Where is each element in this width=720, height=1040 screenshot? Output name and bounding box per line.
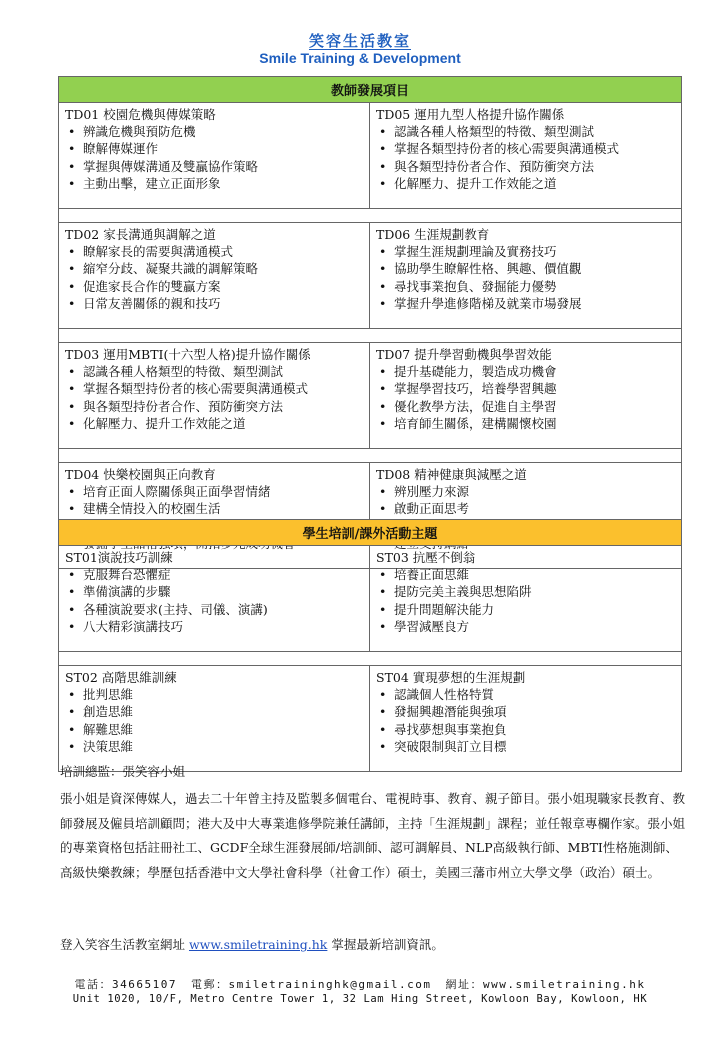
director-bio	[60, 763, 686, 885]
course-item-list	[65, 123, 363, 192]
course-row	[59, 103, 682, 209]
course-item-list	[65, 243, 363, 312]
row-gap	[59, 652, 682, 666]
course-title: TD01 校園危機與傳媒策略	[65, 107, 216, 122]
course-title: TD07 提升學習動機與學習效能	[376, 347, 552, 362]
course-item: • 解難思維	[65, 721, 363, 738]
course-item: • 瞭解傳媒運作	[65, 140, 363, 157]
course-item-list	[376, 123, 675, 192]
page-header	[0, 32, 720, 67]
row-gap	[59, 209, 682, 223]
course-cell	[59, 546, 370, 652]
course-item: • 建構全情投入的校園生活	[65, 500, 363, 517]
website-link[interactable]: www.smiletraining.hk	[188, 937, 328, 952]
course-item: • 啟動正面思考	[376, 500, 675, 517]
website-call-to-action	[60, 936, 444, 954]
course-cell	[59, 223, 370, 329]
course-cell	[370, 223, 682, 329]
course-title: ST03 抗壓不倒翁	[376, 550, 476, 565]
course-cell	[59, 103, 370, 209]
course-title: TD04 快樂校園與正向教育	[65, 467, 216, 482]
course-row	[59, 666, 682, 772]
course-item: • 掌握生涯規劃理論及實務技巧	[376, 243, 675, 260]
course-item-list	[65, 686, 363, 755]
course-item: • 與各類型持份者合作、預防衝突方法	[376, 158, 675, 175]
course-cell	[370, 103, 682, 209]
course-item: • 掌握升學進修階梯及就業市場發展	[376, 295, 675, 312]
course-item: • 準備演講的步驟	[65, 583, 363, 600]
footer-address: Unit 1020, 10/F, Metro Centre Tower 1, 32 Lam Hing Street, Kowloon Bay, Kowloon, HK	[72, 993, 648, 1005]
teacher-development-table	[58, 76, 682, 569]
course-item: • 培育正面人際關係與正面學習情緒	[65, 483, 363, 500]
bio-paragraph: 張小姐是資深傳媒人，過去二十年曾主持及監製多個電台、電視時事、教育、親子節目。張小姐現職家長教育、教師發展及僱員培訓顧問；港大及中大專業進修學院兼任講師，主持「生涯規劃」課程；並任報章專欄作家。張小姐的專業資格包括註冊社工、GCDF全球生涯發展師/培訓師、認可調解員、NLP高級執行師、MBTI性格施測師、高級快樂教練；學歷包括香港中文大學社會科學（社會工作）碩士，美國三藩市州立大學文學（政治）碩士。	[60, 791, 686, 880]
course-item: • 發掘興趣潛能與強項	[376, 703, 675, 720]
course-item: • 協助學生瞭解性格、興趣、價值觀	[376, 260, 675, 277]
course-item-list	[376, 566, 675, 635]
course-item: • 主動出擊，建立正面形象	[65, 175, 363, 192]
course-item: • 化解壓力、提升工作效能之道	[65, 415, 363, 432]
cta-text-before: 登入笑容生活教室網址	[60, 937, 189, 952]
course-item: • 批判思維	[65, 686, 363, 703]
brand-title-english: Smile Training & Development	[259, 50, 461, 66]
course-item-list	[376, 363, 675, 432]
course-item: • 認識各種人格類型的特徵、類型測試	[376, 123, 675, 140]
teacher-section-heading: 教師發展項目	[59, 77, 682, 103]
course-item: • 培養正面思維	[376, 566, 675, 583]
course-item-list	[376, 243, 675, 312]
course-item: • 掌握學習技巧，培養學習興趣	[376, 380, 675, 397]
course-cell	[370, 666, 682, 772]
row-gap	[59, 329, 682, 343]
brand-title-chinese: 笑容生活教室	[308, 32, 411, 50]
course-title: TD05 運用九型人格提升協作關係	[376, 107, 565, 122]
course-item: • 突破限制與訂立目標	[376, 738, 675, 755]
course-item: • 八大精彩演講技巧	[65, 618, 363, 635]
course-title: TD08 精神健康與減壓之道	[376, 467, 527, 482]
course-item: • 決策思維	[65, 738, 363, 755]
course-item: • 日常友善關係的親和技巧	[65, 295, 363, 312]
course-row	[59, 546, 682, 652]
course-cell	[59, 343, 370, 449]
course-item-list	[376, 686, 675, 755]
course-item: • 提升問題解決能力	[376, 601, 675, 618]
course-title: TD02 家長溝通與調解之道	[65, 227, 216, 242]
course-item: • 掌握與傳媒溝通及雙贏協作策略	[65, 158, 363, 175]
course-row	[59, 343, 682, 449]
course-item: • 辨識危機與預防危機	[65, 123, 363, 140]
student-training-table	[58, 519, 682, 772]
course-cell	[59, 666, 370, 772]
course-title: TD03 運用MBTI(十六型人格)提升協作關係	[65, 347, 311, 362]
course-title: TD06 生涯規劃教育	[376, 227, 490, 242]
course-item: • 培育師生關係，建構關懷校園	[376, 415, 675, 432]
footer-phone: 電話：34665107	[74, 978, 177, 991]
student-section-heading: 學生培訓/課外活動主題	[59, 520, 682, 546]
course-item: • 辨別壓力來源	[376, 483, 675, 500]
course-item: • 化解壓力、提升工作效能之道	[376, 175, 675, 192]
course-item: • 創造思維	[65, 703, 363, 720]
course-item: • 優化教學方法，促進自主學習	[376, 398, 675, 415]
course-item: • 與各類型持份者合作、預防衝突方法	[65, 398, 363, 415]
footer-email[interactable]: 電郵：smiletraininghk@gmail.com	[190, 978, 432, 991]
footer-contact	[0, 976, 720, 992]
course-item: • 掌握各類型持份者的核心需要與溝通模式	[376, 140, 675, 157]
course-item: • 掌握各類型持份者的核心需要與溝通模式	[65, 380, 363, 397]
footer-website[interactable]: 網址：www.smiletraining.hk	[445, 978, 646, 991]
course-item-list	[65, 566, 363, 635]
student-rows	[59, 546, 682, 772]
course-item: • 尋找事業抱負、發掘能力優勢	[376, 278, 675, 295]
course-item: • 提防完美主義與思想陷阱	[376, 583, 675, 600]
course-item: • 提升基礎能力，製造成功機會	[376, 363, 675, 380]
course-item: • 認識個人性格特質	[376, 686, 675, 703]
course-item-list	[65, 363, 363, 432]
course-row	[59, 223, 682, 329]
course-item: • 克服舞台恐懼症	[65, 566, 363, 583]
cta-text-after: 掌握最新培訓資訊。	[327, 937, 444, 952]
course-cell	[370, 343, 682, 449]
course-item: • 縮窄分歧、凝聚共識的調解策略	[65, 260, 363, 277]
bio-heading: 培訓總監：張笑容小姐	[60, 764, 186, 779]
course-item: • 學習減壓良方	[376, 618, 675, 635]
course-item: • 瞭解家長的需要與溝通模式	[65, 243, 363, 260]
course-title: ST04 實現夢想的生涯規劃	[376, 670, 526, 685]
teacher-rows	[59, 103, 682, 569]
course-title: ST02 高階思維訓練	[65, 670, 177, 685]
course-item: • 促進家長合作的雙贏方案	[65, 278, 363, 295]
course-title: ST01演說技巧訓練	[65, 550, 173, 565]
course-item: • 尋找夢想與事業抱負	[376, 721, 675, 738]
course-item: • 認識各種人格類型的特徵、類型測試	[65, 363, 363, 380]
row-gap	[59, 449, 682, 463]
course-item: • 各種演說要求(主持、司儀、演講)	[65, 601, 363, 618]
course-cell	[370, 546, 682, 652]
